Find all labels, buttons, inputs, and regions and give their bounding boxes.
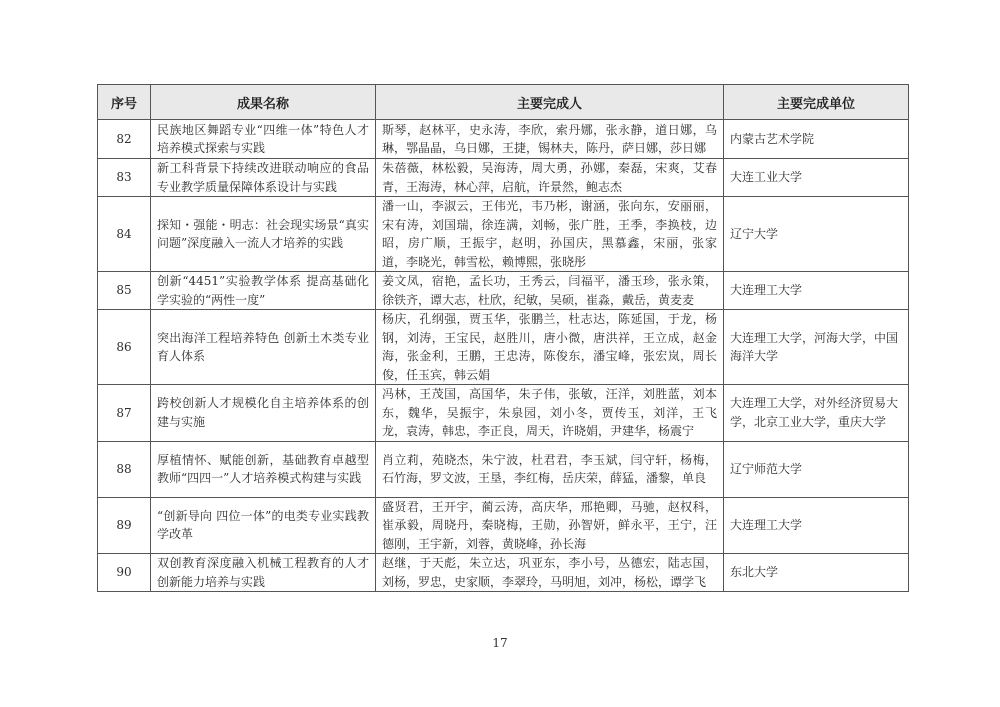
units: 辽宁师范大学 [724,441,909,497]
header-achievement-name: 成果名称 [151,85,376,120]
row-number: 82 [98,120,151,159]
row-number: 85 [98,272,151,310]
contributors: 盛贤君，王开宇，蔺云涛，高庆华，邢艳卿，马驰，赵权科，崔承毅，周晓丹，秦晓梅，王勋，孙智妍，鲜永平，王宁，汪德刚，王宇新，刘蓉，黄晓峰，孙长海 [376,497,724,554]
header-serial-number: 序号 [98,85,151,120]
table-row [98,385,909,442]
achievement-name: 厚植情怀、赋能创新，基础教育卓越型教师“四四一”人才培养模式构建与实践 [151,441,376,497]
row-number: 83 [98,159,151,197]
contributors: 肖立莉，苑晓杰，朱宁波，杜君君，李玉斌，闫守轩，杨梅，石竹海，罗文波，王垦，李红梅，岳庆荣，薛猛，潘黎，单良 [376,441,724,497]
units: 辽宁大学 [724,197,909,272]
units: 大连理工大学 [724,272,909,310]
contributors: 斯琴，赵林平，史永涛，李欣，索丹娜，张永静，道日娜，乌琳，鄂晶晶，乌日娜，王捷，锡林夫，陈丹，萨日娜，莎日娜 [376,120,724,159]
units: 内蒙古艺术学院 [724,120,909,159]
table-header-row [98,85,909,120]
achievement-name: 新工科背景下持续改进联动响应的食品专业教学质量保障体系设计与实践 [151,159,376,197]
row-number: 89 [98,497,151,554]
contributors: 赵继，于天彪，朱立达，巩亚东，李小号，丛德宏，陆志国，刘杨，罗忠，史家顺，李翠玲，马明旭，刘冲，杨松，谭学飞 [376,554,724,592]
achievement-name: 探知・强能・明志：社会现实场景“真实问题”深度融入一流人才培养的实践 [151,197,376,272]
table-row [98,497,909,554]
achievement-name: 双创教育深度融入机械工程教育的人才创新能力培养与实践 [151,554,376,592]
row-number: 88 [98,441,151,497]
table-row [98,159,909,197]
header-main-units: 主要完成单位 [724,85,909,120]
table-row [98,272,909,310]
achievement-table-container [97,84,908,592]
table-row [98,310,909,385]
units: 大连理工大学，对外经济贸易大学，北京工业大学，重庆大学 [724,385,909,442]
row-number: 86 [98,310,151,385]
header-main-contributors: 主要完成人 [376,85,724,120]
row-number: 87 [98,385,151,442]
table-row [98,554,909,592]
row-number: 90 [98,554,151,592]
contributors: 冯林，王茂国，高国华，朱子伟，张敏，汪洋，刘胜蓝，刘本东，魏华，吴振宇，朱泉园，刘小冬，贾传玉，刘洋，王飞龙，袁涛，韩忠，李正良，周天，许晓娟，尹建华，杨震宁 [376,385,724,442]
units: 大连工业大学 [724,159,909,197]
page-number: 17 [492,636,508,650]
contributors: 朱蓓薇，林松毅，吴海涛，周大勇，孙娜，秦磊，宋爽，艾春青，王海涛，林心萍，启航，许景然，鲍志杰 [376,159,724,197]
units: 大连理工大学 [724,497,909,554]
contributors: 姜文凤，宿艳，孟长功，王秀云，闫福平，潘玉珍，张永策，徐铁齐，谭大志，杜欣，纪敏，吴硕，崔淼，戴岳，黄麦麦 [376,272,724,310]
achievement-name: 创新“4451”实验教学体系 提高基础化学实验的“两性一度” [151,272,376,310]
achievement-name: 民族地区舞蹈专业“四维一体”特色人才培养模式探索与实践 [151,120,376,159]
achievement-name: 跨校创新人才规模化自主培养体系的创建与实施 [151,385,376,442]
table-row [98,197,909,272]
units: 大连理工大学，河海大学，中国海洋大学 [724,310,909,385]
achievement-name: “创新导向 四位一体”的电类专业实践教学改革 [151,497,376,554]
table-row [98,441,909,497]
achievement-table [97,84,909,592]
row-number: 84 [98,197,151,272]
units: 东北大学 [724,554,909,592]
table-row [98,120,909,159]
achievement-name: 突出海洋工程培养特色 创新土木类专业育人体系 [151,310,376,385]
contributors: 潘一山，李淑云，王伟光，韦乃彬，谢涵，张向东，安丽丽，宋有涛，刘国瑞，徐连满，刘畅，张广胜，王季，李换枝，边昭，房广顺，王振宇，赵明，孙国庆，黑慕鑫，宋丽，张家道，李晓光，韩雪松，赖博熙，张晓彤 [376,197,724,272]
contributors: 杨庆，孔纲强，贾玉华，张鹏兰，杜志达，陈延国，于龙，杨钢，刘涛，王宝民，赵胜川，唐小微，唐洪祥，王立成，赵金海，张金利，王鹏，王忠涛，陈俊东，潘宝峰，张宏岚，周长俊，任玉宾，韩云娟 [376,310,724,385]
